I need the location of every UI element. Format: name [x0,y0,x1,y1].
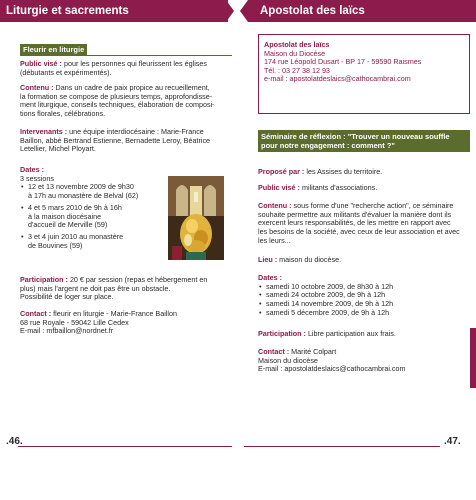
contact-label: Contact : [20,309,52,318]
intervenants-line-2: Baillon, abbé Bertrand Estienne, Bernadette Leroy, Béatrice [20,135,211,145]
dates-intro: 3 sessions [20,173,54,183]
date-item-line: à la maison diocésaine [28,211,102,221]
propose-block [258,168,470,177]
dates-list [20,183,165,250]
right-contenu-line-4: les besoins de la société, avec ceux de leur association et avec [258,227,460,237]
apostolat-line: Tél. : 03 27 38 12 93 [264,65,330,75]
propose-text: les Assises du territoire. [306,167,383,176]
right-contenu-line-3: exercent leurs responsabilités, de les mettre en rapport avec [258,218,451,228]
participation-line-2: plus) mais l'argent ne doit pas être un obstacle. [20,283,171,293]
right-footer-rule [244,446,440,447]
contact-block [20,310,232,336]
apostolat-name: Apostolat des laïcs [264,40,330,49]
right-public-text: militants d'associations. [301,183,378,192]
date-item [20,183,165,200]
seminar-title-line-1: Séminaire de réflexion : "Trouver un nouveau souffle [261,132,450,141]
left-header-title: Liturgie et sacrements [6,5,129,17]
intervenants-line-3: Letellier, Michel Ployart. [20,144,96,154]
public-label: Public visé : [20,59,62,68]
right-contact-block [258,348,470,374]
apostolat-contact-text [264,41,421,84]
right-contenu-line-5: les leurs... [258,235,291,245]
contenu-label: Contenu : [20,83,54,92]
left-page-header [0,0,228,22]
left-footer-rule [18,446,232,447]
right-participation-label: Participation : [258,329,306,338]
right-date-item: • samedi 5 décembre 2009, de 9h à 12h [258,309,470,318]
right-public-block [258,184,470,193]
lieu-label: Lieu : [258,255,278,264]
contact-line-3: E-mail : mfbaillon@nordnet.fr [20,326,114,336]
section-divider [20,55,232,56]
intervenants-line-1: une équipe interdiocésaine : Marie-France [69,127,204,136]
propose-label: Proposé par : [258,167,305,176]
contenu-line-2: la formation se compose de plusieurs temps, approfondisse- [20,91,213,101]
public-line-2: (débutants et expérimentés). [20,67,112,77]
right-date-item: • samedi 10 octobre 2009, de 8h30 à 12h [258,283,470,292]
date-item-line: 3 et 4 juin 2010 au monastère [28,231,124,241]
right-dates-block [258,274,470,318]
contenu-line-1: Dans un cadre de paix propice au recueillement, [55,83,210,92]
contenu-line-3: ment liturgique, conseils techniques, élaboration de composi- [20,100,215,110]
date-item [20,233,165,250]
seminar-title [258,130,470,152]
date-item [20,204,165,230]
participation-label: Participation : [20,275,68,284]
section-label-fleurir [20,44,87,55]
seminar-title-line-2: pour notre engagement : comment ?" [261,141,395,150]
left-page-number: .46. [6,436,23,447]
right-side-tab [470,328,476,388]
right-dates-label: Dates : [258,273,282,282]
lieu-text: maison du diocèse. [279,255,342,264]
right-contenu-line-2: souhaite permettre aux militants d'évaluer la manière dont ils [258,209,452,219]
contenu-line-4: tions florales, célébrations. [20,109,106,119]
contact-line-1: fleurir en liturgie - Marie-France Baillon [53,309,177,318]
right-date-item: • samedi 14 novembre 2009, de 9h à 12h [258,300,470,309]
date-item-line: 12 et 13 novembre 2009 de 9h30 [28,182,134,192]
right-page [238,0,476,500]
right-contact-label: Contact : [258,347,290,356]
dates-label: Dates : [20,165,44,174]
participation-block [20,276,232,302]
church-flower-photo [168,176,224,260]
right-contact-line-3: E-mail : apostolatdeslaics@cathocambrai.com [258,364,406,374]
left-header-arrow [226,0,234,22]
right-date-item: • samedi 24 octobre 2009, de 9h à 12h [258,291,470,300]
right-header-title: Apostolat des laïcs [260,5,365,17]
participation-line-1: 20 € par session (repas et hébergement en [69,275,208,284]
date-item-line: à 17h au monastère de Belval (62) [28,191,139,201]
right-public-label: Public visé : [258,183,300,192]
contenu-block [20,84,232,119]
date-item-line: d'accueil de Merville (59) [28,220,108,230]
right-contact-line-1: Marité Colpart [291,347,337,356]
dates-block [20,166,165,250]
lieu-block [258,256,470,265]
right-page-number: .47. [444,436,461,447]
date-item-line: de Bouvines (59) [28,240,83,250]
intervenants-label: Intervenants : [20,127,68,136]
section-label-text: Fleurir en liturgie [23,45,85,54]
right-participation-text: Libre participation aux frais. [307,329,396,338]
right-contenu-label: Contenu : [258,201,292,210]
contact-line-2: 68 rue Royale - 59042 Lille Cedex [20,317,129,327]
right-header-arrow [240,0,248,22]
public-block [20,60,232,77]
right-contact-line-2: Maison du diocèse [258,355,318,365]
right-participation-block [258,330,470,339]
apostolat-email[interactable]: e-mail : apostolatdeslaics@cathocambrai.com [264,74,411,84]
intervenants-block [20,128,232,154]
right-page-header [248,0,476,22]
participation-line-3: Possibilité de loger sur place. [20,292,114,302]
date-item-line: 4 et 5 mars 2010 de 9h à 16h [28,202,122,212]
public-line-1: pour les personnes qui fleurissent les églises [63,59,207,68]
right-contenu-block [258,202,470,246]
right-dates-list [258,283,470,318]
right-contenu-line-1: sous forme d'une "recherche action", ce séminaire [293,201,454,210]
apostolat-line: Maison du Diocèse [264,48,326,58]
apostolat-line: 174 rue Léopold Dusart - BP 17 - 59590 Raismes [264,57,422,67]
church-flower-image [168,176,224,260]
apostolat-contact-box [258,34,470,114]
